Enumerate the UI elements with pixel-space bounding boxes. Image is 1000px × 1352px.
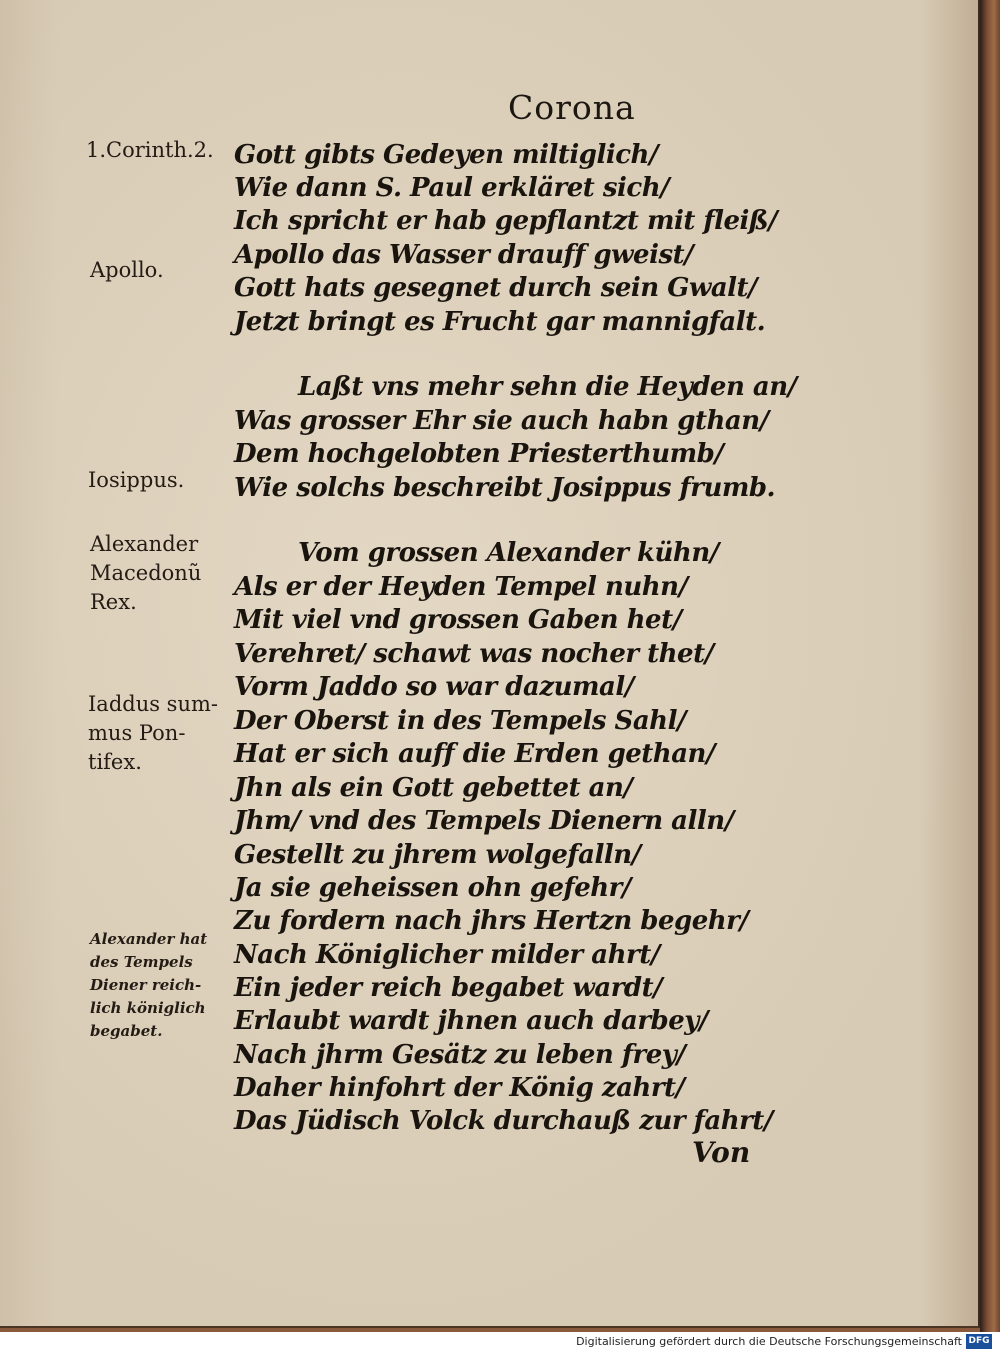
verse-line: Jetzt bringt es Frucht gar mannigfalt. [234,307,766,337]
verse-line: Ein jeder reich begabet wardt/ [234,973,663,1003]
verse-line: Der Oberst in des Tempels Sahl/ [234,706,686,736]
margin-note-apollo: Apollo. [90,258,164,282]
running-head: Corona [508,88,636,127]
verse-line: Laßt vns mehr sehn die Heyden an/ [298,372,797,402]
verse-line: Wie dann S. Paul erkläret sich/ [234,173,670,203]
margin-note-alexander-gifts: Alexander hat des Tempels Diener reich- lich königlich begabet. [90,930,208,1040]
verse-line: Verehret/ schawt was nocher thet/ [234,639,714,669]
verse-line: Gott gibts Gedeyen miltiglich/ [234,140,658,170]
verse-line: Vom grossen Alexander kühn/ [298,538,719,568]
verse-line: Was grosser Ehr sie auch habn gthan/ [234,406,769,436]
verse-line: Jhm/ vnd des Tempels Dienern alln/ [234,806,734,836]
margin-note-corinth: 1.Corinth.2. [86,138,214,162]
verse-line: Als er der Heyden Tempel nuhn/ [234,572,688,602]
verse-line: Ja sie geheissen ohn gefehr/ [234,873,631,903]
verse-line: Jhn als ein Gott gebettet an/ [234,773,633,803]
verse-line: Das Jüdisch Volck durchauß zur fahrt/ [234,1106,773,1136]
verse-line: Vorm Jaddo so war dazumal/ [234,672,634,702]
margin-note-iaddus: Iaddus sum- mus Pon- tifex. [88,692,218,774]
verse-line: Gott hats gesegnet durch sein Gwalt/ [234,273,758,303]
verse-line: Mit viel vnd grossen Gaben het/ [234,605,682,635]
verse-line: Ich spricht er hab gepflantzt mit fleiß/ [234,206,778,236]
verse-line: Dem hochgelobten Priesterthumb/ [234,439,724,469]
dfg-logo-icon: DFG [966,1334,992,1349]
verse-line: Apollo das Wasser drauff gweist/ [234,240,694,270]
verse-line: Zu fordern nach jhrs Hertzn begehr/ [234,906,749,936]
margin-note-alexander: Alexander Macedonũ Rex. [90,532,202,614]
book-edge [980,0,1000,1332]
verse-line: Erlaubt wardt jhnen auch darbey/ [234,1006,708,1036]
funding-credit: Digitalisierung gefördert durch die Deutsche Forschungsgemeinschaft [576,1335,962,1348]
verse-line: Gestellt zu jhrem wolgefalln/ [234,840,641,870]
verse-line: Wie solchs beschreibt Josippus frumb. [234,473,776,503]
verse-line: Nach jhrm Gesätz zu leben frey/ [234,1040,686,1070]
margin-note-iosippus: Iosippus. [88,468,185,492]
verse-line: Nach Königlicher milder ahrt/ [234,940,660,970]
catchword: Von [692,1136,751,1169]
verse-line: Hat er sich auff die Erden gethan/ [234,739,715,769]
footer-bar [0,1332,1000,1352]
verse-line: Daher hinfohrt der König zahrt/ [234,1073,685,1103]
